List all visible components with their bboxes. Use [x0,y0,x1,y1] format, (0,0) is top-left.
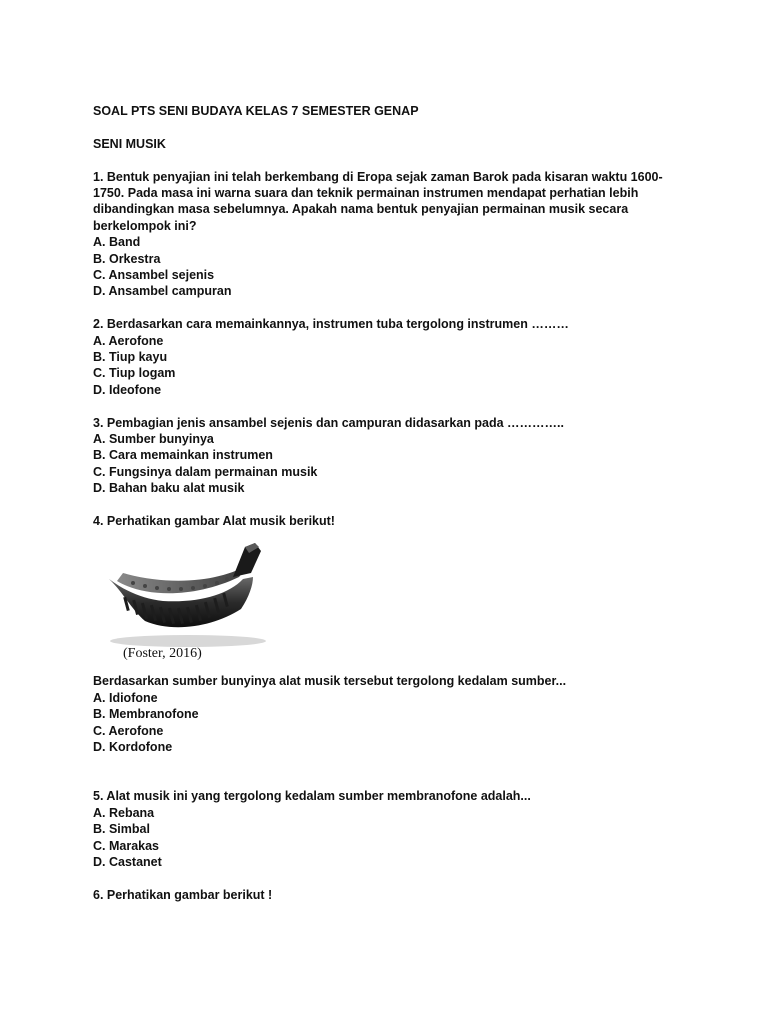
question-4-text: 4. Perhatikan gambar Alat musik berikut! [93,514,335,529]
option-a: A. Rebana [93,805,155,820]
question-1-line: 1750. Pada masa ini warna suara dan teknik permainan instrumen mendapat perhatian lebih [93,186,639,200]
question-5-text: 5. Alat musik ini yang tergolong kedalam sumber membranofone adalah... [93,789,531,804]
option-a: A. Sumber bunyinya [93,432,214,447]
question-2-text: 2. Berdasarkan cara memainkannya, instrumen tuba tergolong instrumen ……… [93,317,569,332]
option-a: A. Aerofone [93,333,164,348]
instrument-figure [103,537,273,667]
image-caption: (Foster, 2016) [123,646,202,662]
document-page [93,103,673,903]
option-a: A. Band [93,235,141,250]
document-title: SOAL PTS SENI BUDAYA KELAS 7 SEMESTER GENAP [93,104,419,118]
option-d: D. Ideofone [93,382,162,397]
option-d: D. Kordofone [93,740,173,755]
question-1-line: berkelompok ini? [93,218,197,233]
question-1-line: dibandingkan masa sebelumnya. Apakah nama bentuk penyajian permainan musik secara [93,202,629,217]
option-b: B. Cara memainkan instrumen [93,448,273,463]
option-c: C. Marakas [93,838,160,853]
question-2 [93,316,673,398]
question-4-followup: Berdasarkan sumber bunyinya alat musik tersebut tergolong kedalam sumber... [93,674,567,689]
question-5 [93,788,673,870]
option-d: D. Castanet [93,854,162,869]
question-6 [93,887,673,903]
option-c: C. Ansambel sejenis [93,268,215,283]
option-b: B. Tiup kayu [93,350,168,365]
question-1 [93,169,673,300]
option-b: B. Orkestra [93,251,161,266]
option-c: C. Fungsinya dalam permainan musik [93,464,318,479]
option-b: B. Simbal [93,822,150,837]
section-heading: SENI MUSIK [93,136,166,151]
option-a: A. Idiofone [93,690,158,705]
option-c: C. Tiup logam [93,366,176,381]
question-3-text: 3. Pembagian jenis ansambel sejenis dan campuran didasarkan pada ………….. [93,415,564,430]
option-c: C. Aerofone [93,723,164,738]
option-b: B. Membranofone [93,707,199,722]
question-3 [93,415,673,497]
option-d: D. Ansambel campuran [93,284,232,299]
option-d: D. Bahan baku alat musik [93,481,245,496]
question-1-line: 1. Bentuk penyajian ini telah berkembang di Eropa sejak zaman Barok pada kisaran waktu 1600- [93,169,663,184]
question-4 [93,513,673,755]
question-6-text: 6. Perhatikan gambar berikut ! [93,887,273,902]
